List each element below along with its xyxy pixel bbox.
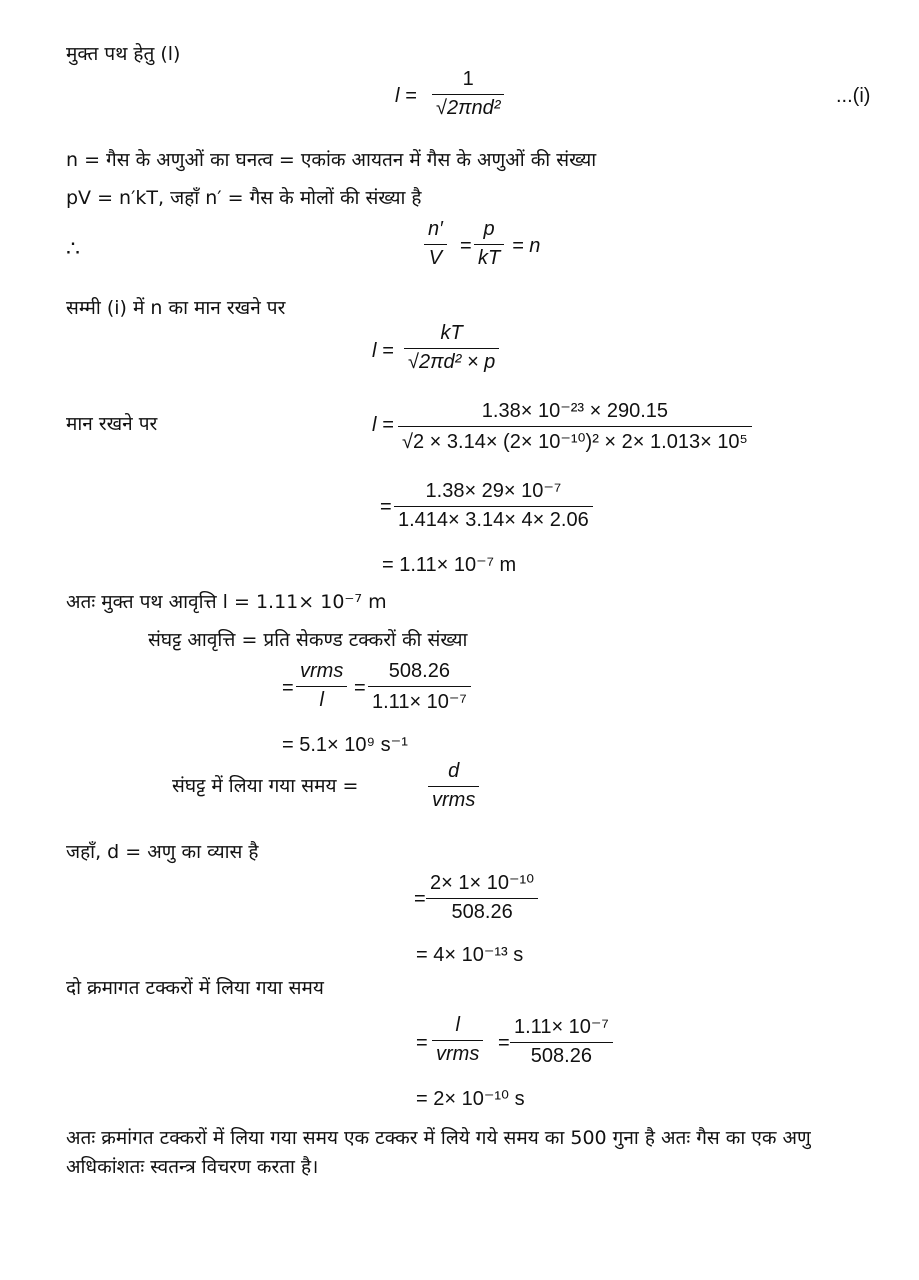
eq4-lhs: l = [372,414,394,436]
eq1-fraction [432,68,504,120]
equation-tag: ...(i) [836,85,871,107]
successive-collisions-text: दो क्रमागत टक्करों में लिया गया समय [66,977,324,999]
fraction-bar [368,686,471,687]
eq1-denominator: √2πnd² [436,97,501,119]
eq2-a-denominator: V [428,247,443,269]
eq9-fraction [428,760,479,812]
equals-sign: = [460,235,472,257]
therefore-symbol: ∴ [66,236,80,261]
eq7-b-numerator: 508.26 [388,660,450,682]
eq3-numerator: kT [440,322,463,344]
definition-n: n = गैस के अणुओं का घनत्व = एकांक आयतन में गैस के अणुओं की संख्या [66,149,597,171]
equals-sign: = [282,677,294,699]
eq3-fraction [404,322,499,374]
eq8: = 5.1× 10⁹ s⁻¹ [282,734,408,756]
fraction-bar [424,244,447,245]
eq7-b-denominator: 1.11× 10⁻⁷ [372,691,467,713]
eq1-lhs: l = [395,85,417,107]
equals-sign: = [414,888,426,910]
fraction-bar [296,686,347,687]
eq9-denominator: vrms [432,789,476,811]
eq7-a-numerator: vrms [300,660,344,682]
eq4-fraction [398,398,752,454]
equals-sign: = [380,496,392,518]
eq2-b-numerator: p [483,218,495,240]
eq12-fraction-a [432,1014,483,1066]
fraction-bar [394,506,593,507]
eq3-lhs: l = [372,340,394,362]
eq4-denominator: √2 × 3.14× (2× 10⁻¹⁰)² × 2× 1.013× 10⁵ [402,431,748,453]
heading-free-path: मुक्त पथ हेतु (l) [66,43,181,65]
eq2-a-numerator: n′ [428,218,443,240]
substitution-text: सम्मी (i) में n का मान रखने पर [66,297,286,319]
eq12-a-denominator: vrms [436,1043,480,1065]
equals-sign: = [498,1032,510,1054]
equals-sign: = [416,1032,428,1054]
eq11: = 4× 10⁻¹³ s [416,944,524,966]
eq9-numerator: d [448,760,460,782]
eq12-a-numerator: l [455,1014,460,1036]
fraction-bar [474,244,504,245]
eq12-b-numerator: 1.11× 10⁻⁷ [514,1016,609,1038]
eq1-numerator: 1 [462,68,474,90]
eq10-fraction [426,870,538,924]
eq2-rhs: = n [512,235,541,257]
result-free-path: अतः मुक्त पथ आवृत्ति l = 1.11× 10⁻⁷ m [66,591,387,613]
eq10-numerator: 2× 1× 10⁻¹⁰ [430,872,535,894]
eq5-numerator: 1.38× 29× 10⁻⁷ [425,480,562,502]
conclusion-paragraph: अतः क्रमांगत टक्करों में लिया गया समय एक टक्कर में लिये गये समय का 500 गुना है अतः गैस का एक अणु अधिकांशतः स्वतन्त्र विचरण करता है। [66,1127,811,1179]
values-text: मान रखने पर [66,413,158,435]
equals-sign: = [354,677,366,699]
fraction-bar [426,898,538,899]
fraction-bar [428,786,479,787]
where-d-text: जहाँ, d = अणु का व्यास है [66,841,259,863]
fraction-bar [398,426,752,427]
eq13: = 2× 10⁻¹⁰ s [416,1088,525,1110]
eq2-fraction-a [424,218,447,270]
eq7-a-denominator: l [319,689,324,711]
fraction-bar [404,348,499,349]
eq7-fraction-b [368,660,471,714]
eq12-fraction-b [510,1014,613,1068]
fraction-bar [432,1040,483,1041]
collision-frequency-definition: संघट्ट आवृत्ति = प्रति सेकण्ड टक्करों की संख्या [148,629,468,651]
eq2-fraction-b [474,218,504,270]
definition-pv: pV = n′kT, जहाँ n′ = गैस के मोलों की संख्या है [66,187,422,209]
eq3-denominator: √2πd² × p [408,351,496,373]
fraction-bar [432,94,504,95]
eq5-denominator: 1.414× 3.14× 4× 2.06 [398,509,589,531]
eq7-fraction-a [296,660,347,712]
eq5-fraction [394,478,593,532]
eq10-denominator: 508.26 [451,901,513,923]
eq6: = 1.11× 10⁻⁷ m [382,554,517,576]
eq2-b-denominator: kT [478,247,501,269]
eq12-b-denominator: 508.26 [530,1045,592,1067]
collision-time-text: संघट्ट में लिया गया समय = [172,775,359,797]
eq4-numerator: 1.38× 10⁻²³ × 290.15 [481,400,669,422]
fraction-bar [510,1042,613,1043]
